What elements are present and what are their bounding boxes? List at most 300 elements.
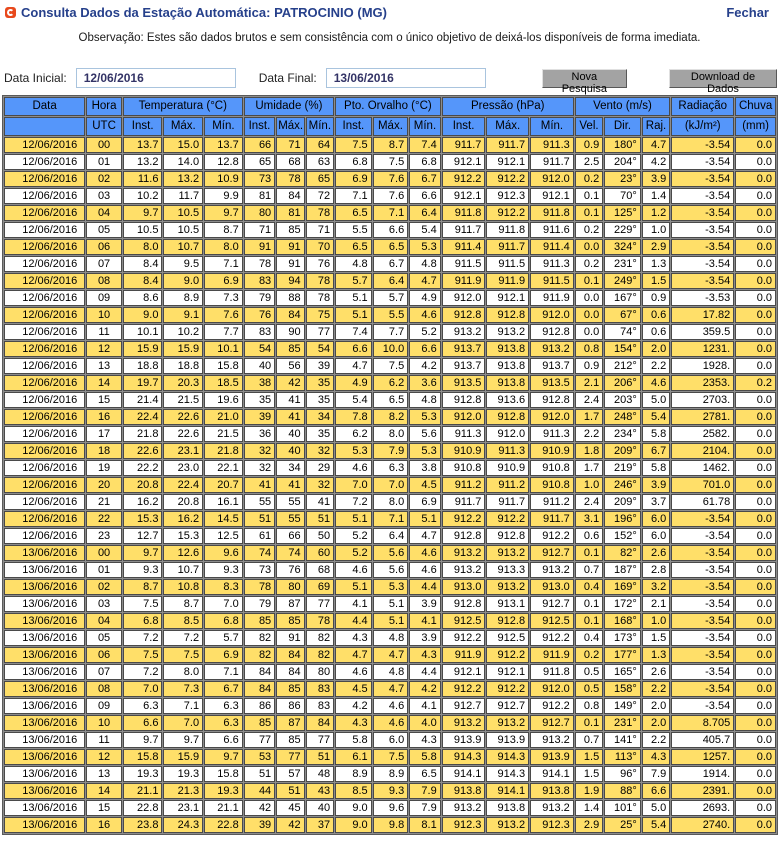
table-cell: 209° [604,443,641,459]
table-cell: 9.7 [204,205,243,221]
table-cell: 03 [86,188,122,204]
table-cell: 87 [276,596,304,612]
column-group-header: Umidade (%) [244,97,334,116]
download-data-button[interactable]: Download de Dados [669,69,777,88]
table-cell: 913.2 [486,817,529,833]
table-cell: 2.8 [642,562,670,578]
table-cell: 12/06/2016 [4,443,85,459]
page-title-text: Consulta Dados da Estação Automática: PATROCINIO (MG) [21,5,387,20]
table-cell: 15.3 [163,528,203,544]
table-cell: 9.7 [123,732,163,748]
table-cell: 2781. [671,409,734,425]
table-cell: 06 [86,647,122,663]
new-search-button[interactable]: Nova Pesquisa [542,69,627,88]
table-row [4,596,776,612]
table-cell: -3.54 [671,273,734,289]
table-cell: 7.0 [163,715,203,731]
table-cell: 8.0 [163,664,203,680]
table-cell: 2693. [671,800,734,816]
table-cell: 5.2 [335,545,372,561]
table-cell: 4.6 [409,545,441,561]
table-cell: 912.8 [486,307,529,323]
table-cell: 4.8 [335,256,372,272]
table-cell: 9.8 [373,817,409,833]
table-row [4,511,776,527]
table-cell: 8.7 [373,137,409,153]
table-cell: 51 [244,766,275,782]
table-row [4,477,776,493]
table-cell: 12/06/2016 [4,409,85,425]
table-cell: 913.8 [486,341,529,357]
table-cell: 09 [86,290,122,306]
table-cell: 6.2 [373,375,409,391]
table-cell: 9.3 [373,783,409,799]
table-cell: 85 [276,732,304,748]
table-cell: 85 [276,341,304,357]
table-cell: 21.1 [204,800,243,816]
table-cell: 910.9 [486,460,529,476]
table-cell: 91 [276,630,304,646]
table-cell: 912.3 [442,817,486,833]
table-cell: 84 [276,307,304,323]
table-row [4,681,776,697]
table-cell: 5.4 [642,409,670,425]
table-cell: 912.8 [486,528,529,544]
table-cell: 8.0 [123,239,163,255]
table-cell: 22.8 [123,800,163,816]
table-cell: 13/06/2016 [4,664,85,680]
table-cell: 15 [86,800,122,816]
table-cell: 91 [276,239,304,255]
table-cell: 12/06/2016 [4,307,85,323]
table-cell: 4.6 [373,698,409,714]
table-cell: 88 [276,290,304,306]
table-cell: 12/06/2016 [4,290,85,306]
table-cell: 911.7 [530,154,574,170]
table-cell: 81 [276,205,304,221]
table-cell: 5.6 [373,562,409,578]
table-cell: 914.3 [442,749,486,765]
table-cell: 248° [604,409,641,425]
table-cell: 6.4 [409,205,441,221]
table-cell: 02 [86,579,122,595]
table-cell: 13/06/2016 [4,562,85,578]
table-cell: 913.2 [530,732,574,748]
table-cell: 4.7 [335,647,372,663]
table-cell: 6.0 [642,528,670,544]
table-cell: 39 [244,409,275,425]
table-cell: 6.4 [373,273,409,289]
table-cell: 158° [604,681,641,697]
table-cell: 5.1 [373,613,409,629]
table-cell: -3.54 [671,511,734,527]
table-cell: 6.7 [204,681,243,697]
table-cell: 10.7 [163,239,203,255]
end-date-input[interactable] [326,68,486,88]
table-cell: 911.3 [442,426,486,442]
table-cell: 6.2 [335,426,372,442]
table-cell: 15.8 [204,358,243,374]
table-cell: 10.5 [163,205,203,221]
table-cell: 914.1 [442,766,486,782]
table-cell: 4.7 [409,273,441,289]
table-cell: 911.8 [442,205,486,221]
table-cell: 7.7 [204,324,243,340]
table-cell: 2.6 [642,664,670,680]
table-cell: 1231. [671,341,734,357]
table-cell: 2.1 [642,596,670,612]
table-cell: 71 [276,137,304,153]
table-cell: 912.7 [530,596,574,612]
table-row [4,239,776,255]
table-cell: 910.9 [530,443,574,459]
table-cell: 911.7 [486,494,529,510]
table-cell: 12/06/2016 [4,171,85,187]
table-cell: 911.8 [530,664,574,680]
table-cell: 4.1 [335,596,372,612]
table-cell: 6.5 [335,205,372,221]
table-cell: 0.0 [575,307,603,323]
table-cell: 5.4 [642,817,670,833]
table-cell: 911.3 [486,443,529,459]
table-cell: 12/06/2016 [4,188,85,204]
table-cell: 12/06/2016 [4,528,85,544]
table-cell: 913.2 [530,562,574,578]
table-cell: 911.7 [486,137,529,153]
table-cell: 0.9 [575,358,603,374]
table-cell: 4.2 [409,681,441,697]
table-cell: 913.5 [442,375,486,391]
table-cell: 4.4 [409,664,441,680]
table-cell: 6.6 [642,783,670,799]
table-cell: 0.0 [735,715,776,731]
table-cell: 1.4 [575,800,603,816]
table-cell: 39 [244,817,275,833]
table-cell: 42 [276,817,304,833]
table-cell: 32 [244,460,275,476]
table-cell: 5.3 [335,443,372,459]
table-cell: 82 [306,630,334,646]
table-cell: 13/06/2016 [4,766,85,782]
table-cell: 1.0 [642,222,670,238]
close-link[interactable]: Fechar [726,5,769,20]
column-group-header: Radiação [671,97,734,116]
table-cell: 0.9 [642,290,670,306]
table-cell: 51 [306,749,334,765]
table-cell: 19.3 [204,783,243,799]
table-cell: 41 [276,409,304,425]
table-cell: 20.8 [163,494,203,510]
table-cell: 0.6 [642,324,670,340]
table-cell: 02 [86,171,122,187]
table-cell: 9.7 [163,732,203,748]
table-cell: 05 [86,222,122,238]
table-cell: 7.1 [373,205,409,221]
table-cell: 9.6 [373,800,409,816]
table-cell: 4.8 [409,392,441,408]
table-cell: 75 [306,307,334,323]
table-cell: 0.2 [575,256,603,272]
table-cell: 152° [604,528,641,544]
table-cell: 56 [276,358,304,374]
table-cell: 13/06/2016 [4,647,85,663]
table-cell: 76 [276,562,304,578]
table-cell: 911.7 [530,511,574,527]
table-cell: 13/06/2016 [4,596,85,612]
table-row [4,205,776,221]
table-cell: 912.5 [486,630,529,646]
table-cell: 911.6 [530,222,574,238]
column-header: Inst. [335,117,372,136]
table-cell: 71 [306,222,334,238]
table-cell: 4.8 [409,256,441,272]
table-cell: 6.6 [335,341,372,357]
table-cell: 17.82 [671,307,734,323]
table-cell: 249° [604,273,641,289]
table-row [4,528,776,544]
table-cell: 5.7 [373,290,409,306]
column-group-header: Hora [86,97,122,116]
table-cell: 2.0 [642,698,670,714]
table-cell: 913.2 [530,341,574,357]
table-cell: 09 [86,698,122,714]
table-cell: 0.0 [735,664,776,680]
table-cell: 23.1 [163,800,203,816]
table-cell: 2104. [671,443,734,459]
table-cell: 13/06/2016 [4,698,85,714]
table-cell: 12 [86,749,122,765]
table-cell: 5.5 [373,307,409,323]
table-cell: 7.6 [373,171,409,187]
table-cell: 0.0 [735,800,776,816]
column-header: Máx. [373,117,409,136]
table-cell: 94 [276,273,304,289]
table-cell: 84 [306,715,334,731]
table-cell: 86 [276,698,304,714]
table-cell: 80 [244,205,275,221]
table-cell: 2.0 [642,341,670,357]
table-cell: 4.6 [335,460,372,476]
table-cell: 14.5 [204,511,243,527]
table-cell: 913.6 [486,392,529,408]
table-cell: 8.5 [163,613,203,629]
table-cell: 78 [306,273,334,289]
table-cell: 912.1 [530,188,574,204]
table-cell: 913.8 [442,783,486,799]
table-cell: 5.1 [335,579,372,595]
table-row [4,613,776,629]
table-cell: 77 [244,732,275,748]
table-cell: 13/06/2016 [4,545,85,561]
table-cell: 911.8 [530,205,574,221]
table-cell: 0.0 [735,766,776,782]
table-cell: 911.5 [486,256,529,272]
table-cell: 4.4 [409,579,441,595]
table-cell: 912.0 [530,307,574,323]
table-cell: 20.3 [163,375,203,391]
table-cell: 13.7 [204,137,243,153]
table-cell: 18.8 [163,358,203,374]
table-cell: 15.3 [123,511,163,527]
table-cell: 70° [604,188,641,204]
table-cell: 43 [306,783,334,799]
table-cell: 0.6 [575,528,603,544]
column-header: Inst. [123,117,163,136]
table-cell: 14 [86,375,122,391]
table-cell: 6.9 [204,647,243,663]
table-cell: 77 [276,749,304,765]
table-cell: 80 [276,579,304,595]
table-cell: 911.2 [530,494,574,510]
table-cell: 0.5 [575,664,603,680]
table-cell: 0.7 [575,732,603,748]
table-cell: 79 [244,290,275,306]
table-cell: 57 [276,766,304,782]
table-cell: 6.3 [373,460,409,476]
table-cell: 324° [604,239,641,255]
table-cell: 1.5 [575,749,603,765]
table-cell: 6.0 [373,732,409,748]
table-cell: 07 [86,256,122,272]
table-cell: 4.6 [409,562,441,578]
table-cell: 84 [244,681,275,697]
table-cell: 41 [306,494,334,510]
column-group-header: Vento (m/s) [575,97,670,116]
table-cell: 96° [604,766,641,782]
table-cell: 911.9 [530,647,574,663]
table-row [4,273,776,289]
table-cell: 84 [244,664,275,680]
table-cell: 16 [86,409,122,425]
table-cell: 19.3 [163,766,203,782]
table-cell: 4.2 [642,154,670,170]
table-cell: 6.6 [373,222,409,238]
table-cell: -3.54 [671,613,734,629]
table-row [4,579,776,595]
table-cell: 2740. [671,817,734,833]
table-cell: 6.8 [123,613,163,629]
table-cell: 22.1 [204,460,243,476]
table-cell: 17 [86,426,122,442]
table-cell: 6.3 [123,698,163,714]
table-cell: 2.4 [575,392,603,408]
table-cell: 913.8 [530,783,574,799]
table-cell: 911.7 [442,222,486,238]
table-cell: 15.9 [163,749,203,765]
table-cell: 6.8 [409,154,441,170]
table-cell: 912.3 [530,817,574,833]
table-cell: 2703. [671,392,734,408]
table-cell: 911.9 [486,273,529,289]
table-cell: 90 [276,324,304,340]
table-cell: 41 [276,477,304,493]
table-cell: 22.4 [123,409,163,425]
table-cell: 912.1 [442,154,486,170]
table-cell: 11 [86,324,122,340]
table-cell: 22 [86,511,122,527]
table-cell: 7.1 [373,511,409,527]
table-cell: 913.9 [530,749,574,765]
table-cell: 212° [604,358,641,374]
table-row [4,307,776,323]
table-cell: 13/06/2016 [4,732,85,748]
table-cell: 0.0 [735,596,776,612]
table-cell: 10 [86,715,122,731]
table-cell: 66 [276,528,304,544]
table-cell: 55 [276,494,304,510]
table-cell: 12/06/2016 [4,392,85,408]
table-cell: 0.0 [735,188,776,204]
table-cell: 3.9 [409,596,441,612]
table-cell: 2.9 [642,239,670,255]
table-cell: 0.0 [735,477,776,493]
table-cell: -3.54 [671,545,734,561]
table-cell: 3.9 [642,171,670,187]
table-cell: 15.8 [123,749,163,765]
table-cell: 51 [244,511,275,527]
column-header: Mín. [204,117,243,136]
table-cell: 19 [86,460,122,476]
date-filter-form [4,68,777,95]
table-cell: 10.2 [123,188,163,204]
table-cell: 912.1 [486,664,529,680]
table-cell: 37 [306,817,334,833]
table-cell: 154° [604,341,641,357]
table-cell: 74° [604,324,641,340]
table-cell: 84 [276,664,304,680]
table-cell: 912.8 [530,392,574,408]
table-cell: 10.8 [163,579,203,595]
table-cell: 0.0 [575,290,603,306]
column-header: Mín. [409,117,441,136]
table-cell: 10.9 [204,171,243,187]
table-cell: 912.2 [486,205,529,221]
table-cell: 167° [604,290,641,306]
table-cell: 67° [604,307,641,323]
table-cell: 912.2 [442,681,486,697]
table-cell: 01 [86,154,122,170]
table-cell: 41 [244,477,275,493]
table-cell: 7.8 [335,409,372,425]
table-cell: 13/06/2016 [4,749,85,765]
table-cell: 85 [276,222,304,238]
table-cell: 77 [306,324,334,340]
table-cell: 19.7 [123,375,163,391]
table-cell: 6.1 [335,749,372,765]
table-cell: 21.5 [163,392,203,408]
table-cell: 913.8 [486,800,529,816]
table-cell: 22.4 [163,477,203,493]
table-cell: 23.0 [163,460,203,476]
table-cell: 13/06/2016 [4,681,85,697]
table-cell: 2353. [671,375,734,391]
table-cell: 912.1 [442,664,486,680]
table-cell: 0.0 [735,460,776,476]
table-cell: 5.4 [409,222,441,238]
table-cell: 6.6 [409,188,441,204]
table-cell: 0.0 [735,307,776,323]
table-cell: 6.8 [335,154,372,170]
table-cell: 7.9 [409,800,441,816]
start-date-input[interactable] [76,68,236,88]
table-cell: 8.0 [204,239,243,255]
table-cell: 1.5 [642,273,670,289]
table-body [4,137,776,833]
table-cell: 6.7 [409,171,441,187]
table-cell: 83 [244,273,275,289]
table-cell: 10 [86,307,122,323]
observation-note: Observação: Estes são dados brutos e sem consistência com o único objetivo de deixá-los disponíveis de forma imediata. [78,32,701,44]
